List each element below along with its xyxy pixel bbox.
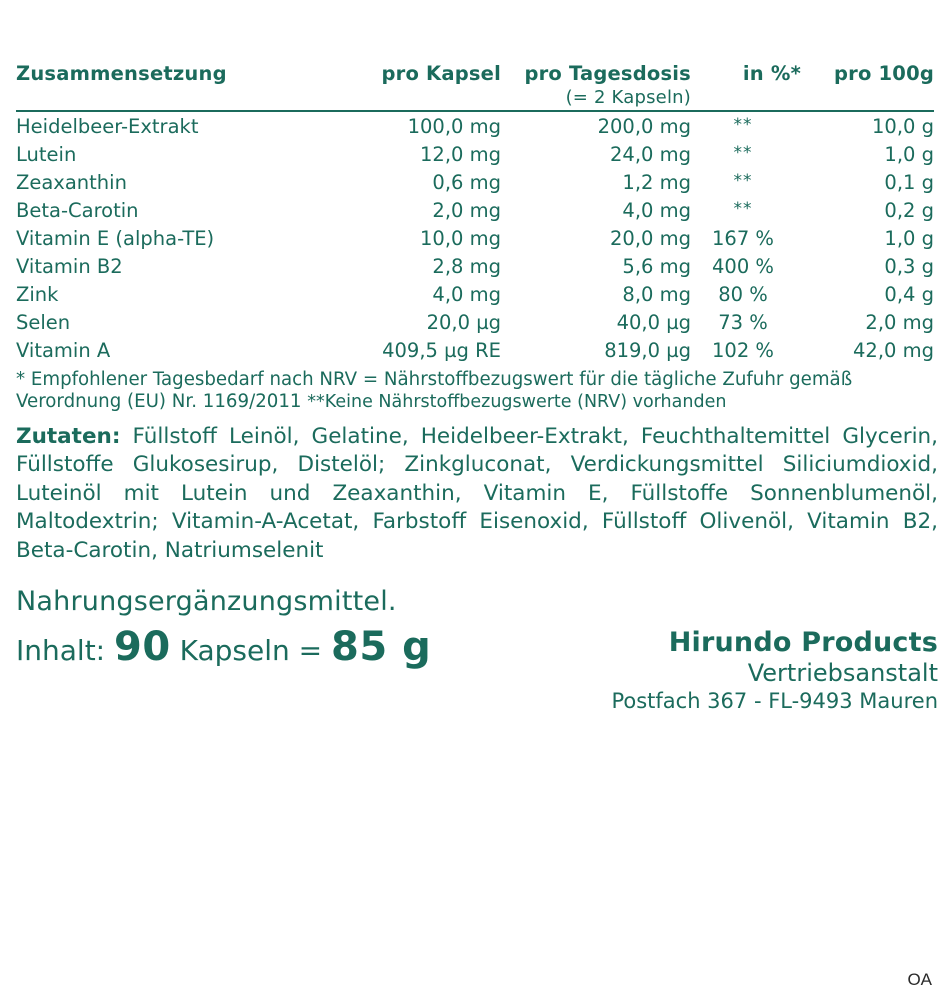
- row-nutrient-name: Selen: [16, 310, 71, 334]
- table-row: [16, 280, 934, 308]
- table-row: [16, 140, 934, 168]
- column-header-per-daily-dose-sub: (= 2 Kapseln): [565, 87, 691, 108]
- row-percent: 167 %: [712, 226, 774, 250]
- content-statement: [16, 625, 431, 669]
- company-address: Postfach 367 - FL-9493 Mauren: [611, 688, 938, 713]
- row-per-100g: 2,0 mg: [865, 310, 934, 334]
- table-row: [16, 308, 934, 336]
- row-per-daily-dose: 4,0 mg: [622, 198, 691, 222]
- row-per-daily-dose: 200,0 mg: [597, 114, 691, 138]
- row-per-100g: 1,0 g: [884, 142, 934, 166]
- company-name: Hirundo Products: [668, 626, 938, 658]
- footnote-line-2b: **Keine Nährstoffbezugswerte (NRV) vorhanden: [307, 392, 727, 413]
- row-per-capsule: 12,0 mg: [420, 142, 501, 166]
- row-nutrient-name: Vitamin E (alpha-TE): [16, 226, 215, 250]
- table-row: [16, 168, 934, 196]
- table-row: [16, 252, 934, 280]
- bottom-row: [16, 625, 938, 715]
- no-nrv-marker: **: [733, 198, 753, 219]
- row-per-daily-dose: 1,2 mg: [622, 170, 691, 194]
- row-per-capsule: 100,0 mg: [407, 114, 501, 138]
- row-nutrient-name: Vitamin A: [16, 338, 111, 362]
- row-percent: 80 %: [718, 282, 768, 306]
- content-weight: 85 g: [331, 623, 432, 670]
- no-nrv-marker: **: [733, 142, 753, 163]
- row-per-100g: 0,3 g: [884, 254, 934, 278]
- row-per-capsule: 0,6 mg: [432, 170, 501, 194]
- nutrition-table: [16, 62, 934, 364]
- row-per-100g: 0,4 g: [884, 282, 934, 306]
- row-percent: [691, 168, 801, 196]
- corner-mark: OA: [907, 970, 932, 989]
- table-header-row: [16, 62, 934, 111]
- ingredients-label: Zutaten:: [16, 423, 121, 449]
- table-row: [16, 111, 934, 140]
- no-nrv-marker: **: [733, 114, 753, 135]
- row-per-capsule: 409,5 µg RE: [382, 338, 501, 362]
- row-per-100g: 0,2 g: [884, 198, 934, 222]
- column-header-per-100g: pro 100g: [833, 62, 934, 85]
- content-unit: Kapseln =: [179, 633, 323, 667]
- table-row: [16, 196, 934, 224]
- row-nutrient-name: Beta-Carotin: [16, 198, 139, 222]
- row-per-100g: 0,1 g: [884, 170, 934, 194]
- row-per-daily-dose: 819,0 µg: [604, 338, 691, 362]
- row-nutrient-name: Zeaxanthin: [16, 170, 127, 194]
- row-per-100g: 1,0 g: [884, 226, 934, 250]
- row-percent: [691, 140, 801, 168]
- row-percent: 73 %: [718, 310, 768, 334]
- row-percent: 400 %: [712, 254, 774, 278]
- column-header-per-capsule: pro Kapsel: [381, 62, 501, 85]
- content-count: 90: [114, 623, 171, 670]
- ingredients-text: Füllstoff Leinöl, Gelatine, Heidelbeer-Extrakt, Feuchthaltemittel Glycerin, Füllstoffe Glukosesirup, Distelöl; Zinkgluconat, Verdickungsmittel Siliciumdioxid, Luteinöl mit Lutein und Zeaxanthin, Vitamin E, Füllstoffe Sonnenblumenöl, Maltodextrin; Vitamin-A-Acetat, Farbstoff Eisenoxid, Füllstoff Olivenöl, Vitamin B2, Beta-Carotin, Natriumselenit: [16, 423, 938, 563]
- row-percent: [691, 196, 801, 224]
- table-row: [16, 336, 934, 364]
- table-row: [16, 224, 934, 252]
- row-nutrient-name: Heidelbeer-Extrakt: [16, 114, 199, 138]
- row-per-daily-dose: 20,0 mg: [610, 226, 691, 250]
- footnote-line-1: * Empfohlener Tagesbedarf nach NRV = Nährstoffbezugswert für die tägliche Zufuhr gemäß: [16, 369, 853, 390]
- column-header-composition: Zusammensetzung: [16, 62, 227, 85]
- row-per-capsule: 2,0 mg: [432, 198, 501, 222]
- row-per-capsule: 4,0 mg: [432, 282, 501, 306]
- content-label: Inhalt:: [16, 633, 106, 667]
- row-per-capsule: 20,0 µg: [426, 310, 501, 334]
- company-line-2: Vertriebsanstalt: [747, 659, 938, 688]
- footnote-line-2: Verordnung (EU) Nr. 1169/2011: [16, 391, 302, 413]
- row-percent: 102 %: [712, 338, 774, 362]
- row-per-capsule: 2,8 mg: [432, 254, 501, 278]
- row-per-daily-dose: 8,0 mg: [622, 282, 691, 306]
- row-per-daily-dose: 24,0 mg: [610, 142, 691, 166]
- company-block: [611, 625, 938, 715]
- row-per-daily-dose: 5,6 mg: [622, 254, 691, 278]
- column-header-per-daily-dose: [501, 62, 691, 111]
- ingredients-block: [16, 423, 938, 566]
- row-nutrient-name: Zink: [16, 282, 59, 306]
- row-per-daily-dose: 40,0 µg: [616, 310, 691, 334]
- column-header-percent: in %*: [742, 62, 801, 85]
- row-nutrient-name: Lutein: [16, 142, 77, 166]
- row-per-capsule: 10,0 mg: [420, 226, 501, 250]
- supplement-note: Nahrungsergänzungsmittel.: [16, 585, 397, 617]
- row-per-100g: 42,0 mg: [853, 338, 934, 362]
- nutrition-table-body: [16, 111, 934, 364]
- no-nrv-marker: **: [733, 170, 753, 191]
- row-percent: [691, 111, 801, 140]
- row-per-100g: 10,0 g: [872, 114, 934, 138]
- column-header-per-daily-dose-main: pro Tagesdosis: [524, 62, 691, 85]
- row-nutrient-name: Vitamin B2: [16, 254, 123, 278]
- footnote: [16, 369, 934, 414]
